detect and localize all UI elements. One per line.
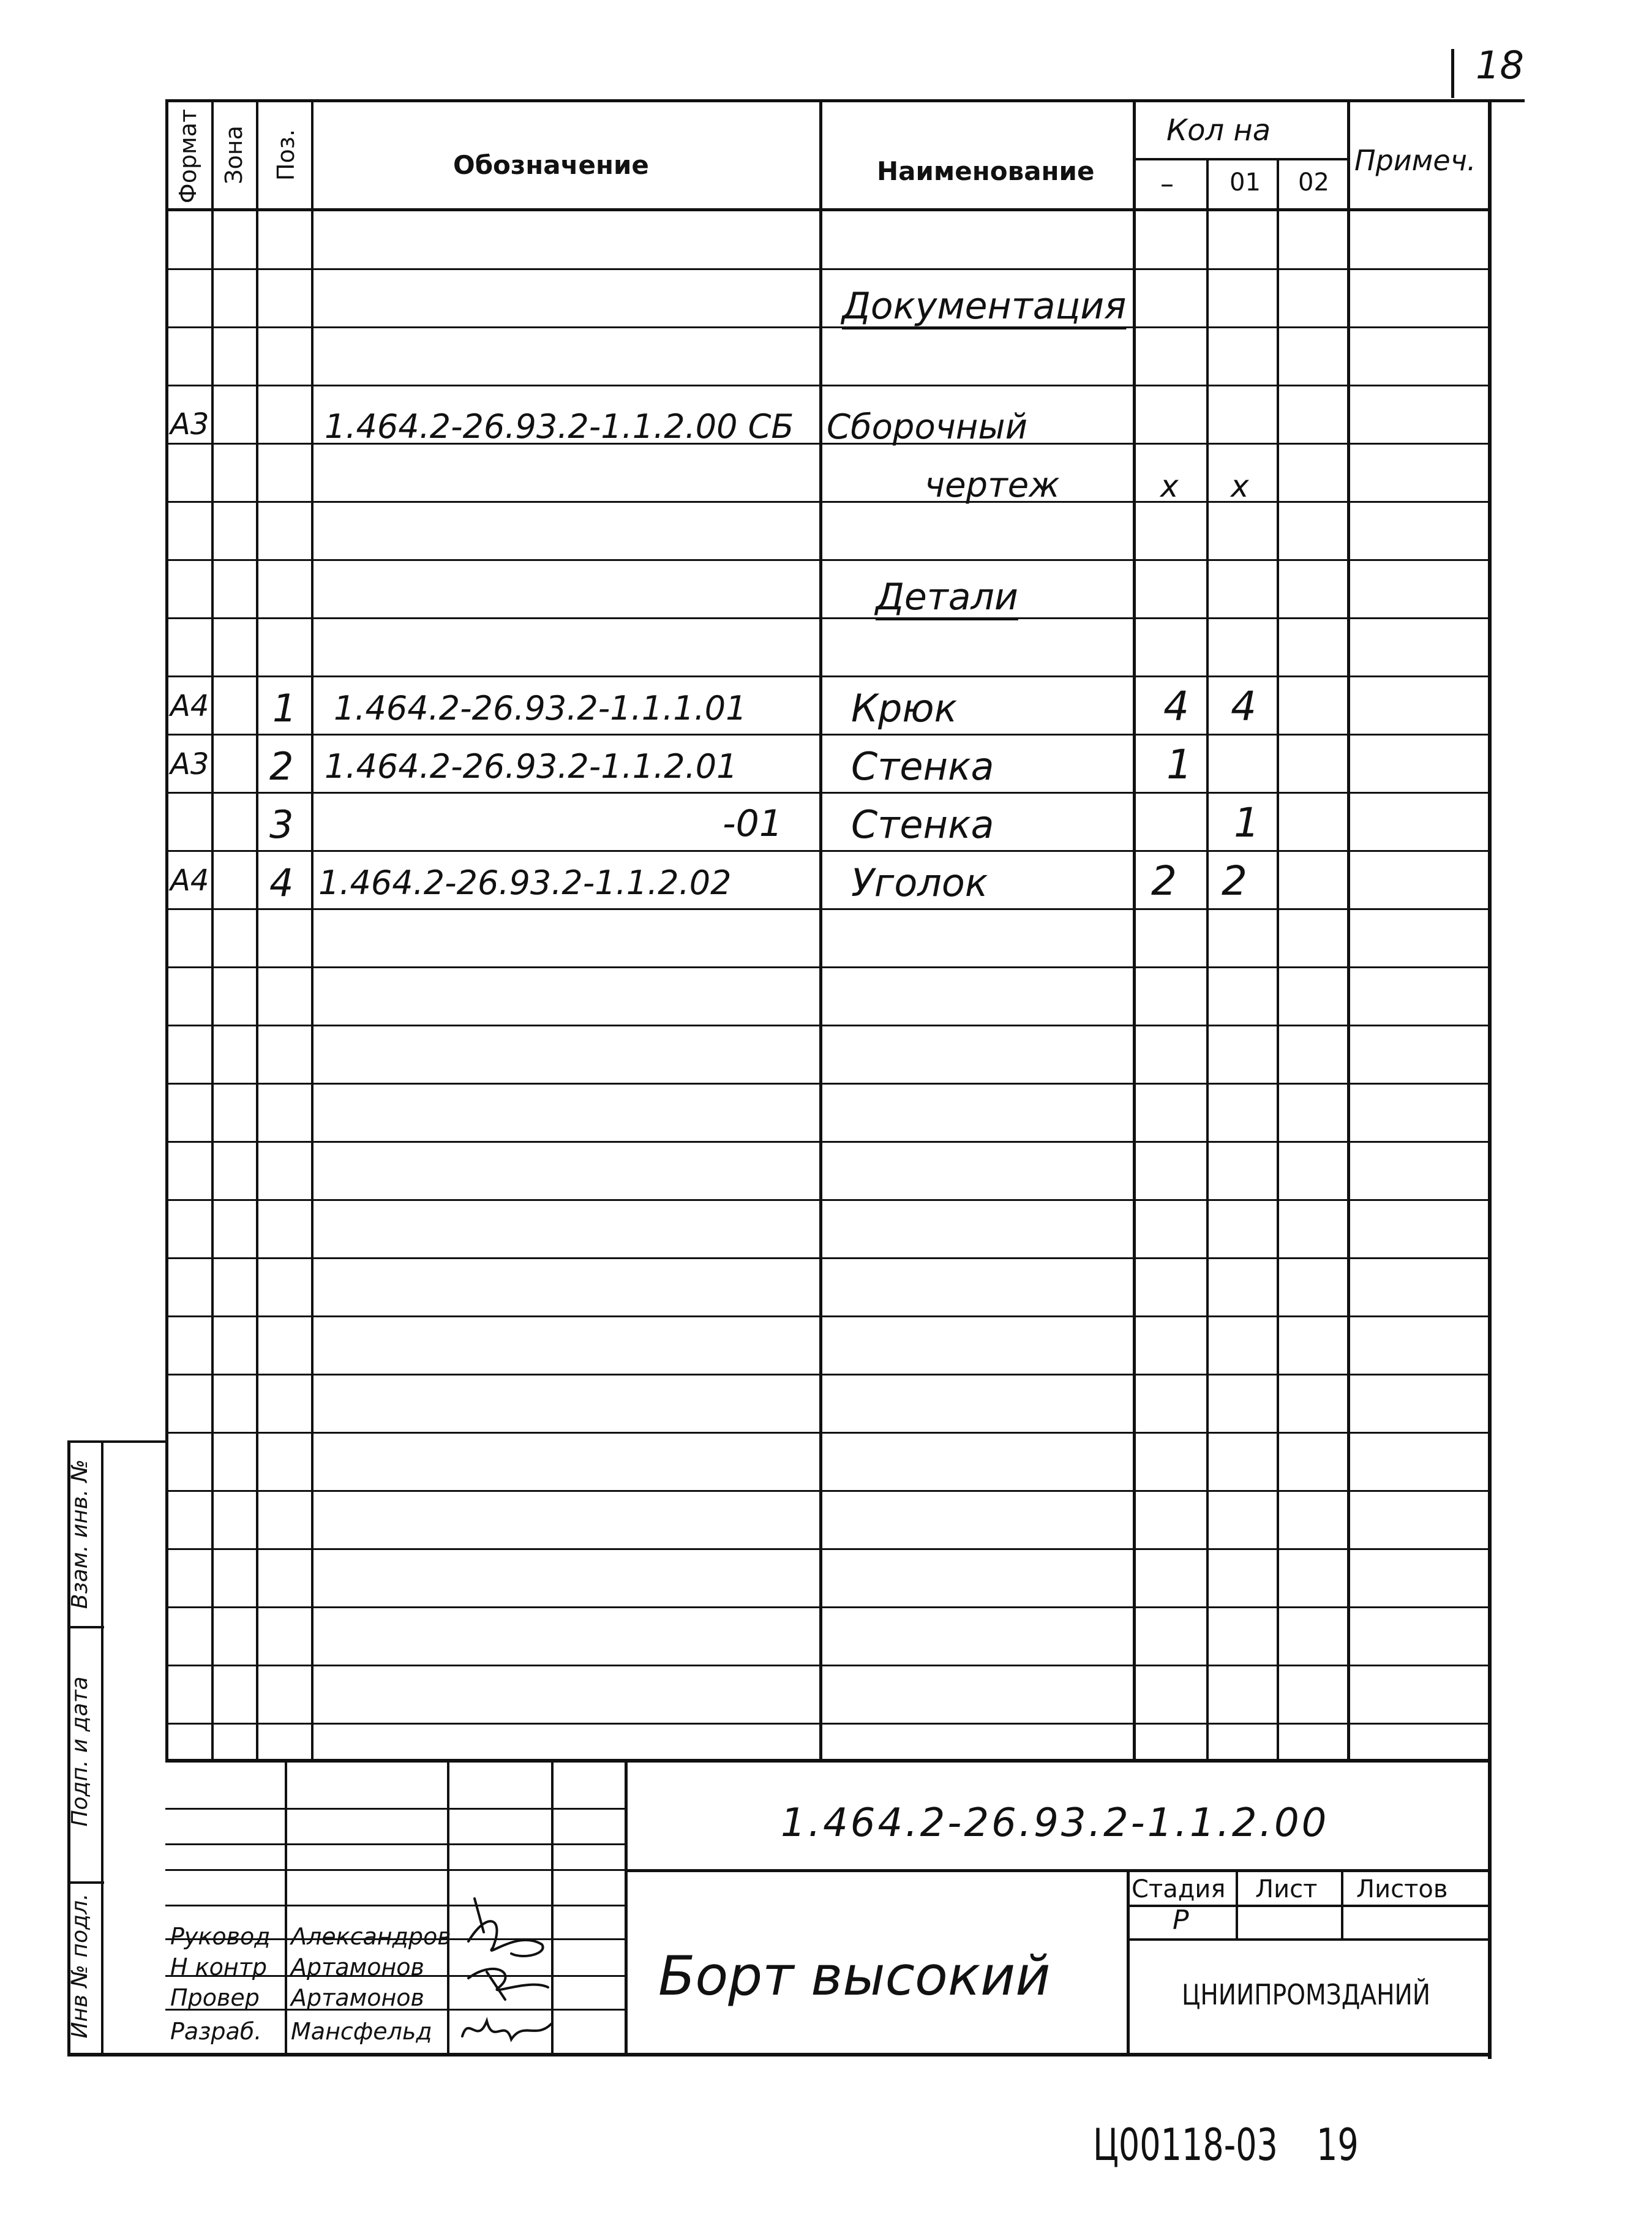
tb-stage-col-1 <box>1236 1869 1238 1941</box>
section-details: Детали <box>876 576 1018 619</box>
col-line-designation <box>819 99 822 1759</box>
row-designation: 1.464.2-26.93.2-1.1.2.00 СБ <box>325 407 794 446</box>
titleblock-stage-value: Р <box>1173 1905 1189 1936</box>
header-col-02: 02 <box>1298 168 1329 197</box>
row-designation: 1.464.2-26.93.2-1.1.2.02 <box>318 864 732 902</box>
person-name: Мансфельд <box>291 2018 432 2045</box>
row-q1: х <box>1231 468 1249 504</box>
person-name: Александров <box>291 1923 451 1950</box>
titleblock-org: ЦНИИПРОМЗДАНИЙ <box>1182 1978 1431 2011</box>
row-line <box>165 501 1492 503</box>
row-line <box>165 850 1492 852</box>
stamp-inv: Инв № подл. <box>67 1893 92 2039</box>
header-zone: Зона <box>220 126 247 184</box>
person-role: Разраб. <box>170 2018 262 2045</box>
row-q1: 1 <box>1234 799 1260 846</box>
row-name: Уголок <box>851 860 988 905</box>
tb-col-5 <box>1127 1869 1130 2053</box>
person-role: Руковод <box>170 1923 271 1950</box>
col-line-zone <box>256 99 258 1759</box>
titleblock-sheets-label: Листов <box>1356 1875 1448 1903</box>
row-line <box>165 1606 1492 1608</box>
row-format: А4 <box>170 864 209 898</box>
tb-stage-line-2 <box>1127 1938 1492 1941</box>
row-name: Стенка <box>851 744 994 789</box>
frame-bottom <box>67 2053 1492 2056</box>
row-line <box>165 1490 1492 1492</box>
row-pos: 2 <box>269 744 294 789</box>
row-q1: 2 <box>1222 857 1247 905</box>
col-line-pos <box>311 99 314 1759</box>
row-format: А4 <box>170 689 209 723</box>
row-line <box>165 1432 1492 1434</box>
tb-row-line <box>165 1869 626 1871</box>
titleblock-top <box>165 1759 1492 1763</box>
row-line <box>165 734 1492 736</box>
person-name: Артамонов <box>291 1954 424 1981</box>
stamp-top <box>67 1440 168 1443</box>
row-line <box>165 1374 1492 1375</box>
header-note: Примеч. <box>1354 144 1476 177</box>
row-name: чертеж <box>925 465 1060 505</box>
person-role: Н контр <box>170 1954 267 1981</box>
header-name: Наименование <box>877 156 1095 186</box>
tb-row-line <box>165 1808 626 1810</box>
header-format: Формат <box>175 108 201 204</box>
row-q0: 2 <box>1151 857 1177 905</box>
titleblock-code: 1.464.2-26.93.2-1.1.2.00 <box>781 1801 1329 1846</box>
row-pos: 1 <box>272 686 297 731</box>
tb-mid-line <box>625 1869 1492 1872</box>
row-format: А3 <box>170 747 209 781</box>
footer-code: Ц00118-03 <box>1093 2119 1278 2170</box>
row-q1: 4 <box>1231 683 1256 730</box>
row-line <box>165 268 1492 270</box>
row-line <box>165 1025 1492 1026</box>
titleblock-stage-label: Стадия <box>1132 1875 1226 1903</box>
stamp-podp: Подп. и дата <box>67 1676 92 1827</box>
row-name: Сборочный <box>827 407 1028 447</box>
frame-right <box>1488 99 1492 2059</box>
header-qty-on: Кол на <box>1166 113 1271 148</box>
row-line <box>165 1199 1492 1201</box>
stamp-inner-line <box>101 1440 103 2056</box>
col-line-q2 <box>1347 99 1350 1759</box>
row-designation: -01 <box>723 802 783 845</box>
row-line <box>165 1723 1492 1725</box>
row-line <box>165 1083 1492 1085</box>
tb-row-line <box>165 1843 626 1845</box>
col-line-name <box>1133 99 1136 1759</box>
row-line <box>165 1548 1492 1550</box>
person-name: Артамонов <box>291 1984 424 2011</box>
titleblock-sheet-label: Лист <box>1255 1875 1318 1903</box>
header-pos: Поз. <box>272 129 299 181</box>
page-number: 18 <box>1476 43 1524 88</box>
row-q0: х <box>1160 468 1179 504</box>
tb-stage-col-2 <box>1341 1869 1343 1941</box>
row-line <box>165 792 1492 794</box>
row-line <box>165 385 1492 386</box>
stamp-split-1 <box>67 1626 104 1628</box>
row-format: А3 <box>170 407 209 442</box>
qty-subheader-line <box>1133 158 1348 160</box>
titleblock-title: Борт высокий <box>658 1944 1051 2008</box>
row-line <box>165 908 1492 910</box>
row-line <box>165 326 1492 328</box>
header-bottom-line <box>165 208 1492 211</box>
row-line <box>165 966 1492 968</box>
col-line-q1 <box>1277 158 1279 1759</box>
col-line-q0 <box>1206 158 1209 1759</box>
footer-number: 19 <box>1316 2119 1359 2170</box>
row-q0: 1 <box>1166 741 1192 788</box>
frame-top <box>165 99 1525 102</box>
signatures-image <box>450 1886 573 2055</box>
row-line <box>165 675 1492 677</box>
row-designation: 1.464.2-26.93.2-1.1.1.01 <box>334 689 747 728</box>
row-q0: 4 <box>1163 683 1189 730</box>
header-designation: Обозначение <box>453 150 649 180</box>
person-role: Провер <box>170 1984 260 2011</box>
row-pos: 4 <box>269 860 294 905</box>
stamp-vzam: Взам. инв. № <box>67 1459 92 1609</box>
frame-left <box>165 99 168 1759</box>
row-line <box>165 559 1492 561</box>
row-line <box>165 617 1492 619</box>
col-line-format <box>211 99 214 1759</box>
section-documentation: Документация <box>842 285 1127 328</box>
page-number-divider <box>1451 49 1454 98</box>
row-line <box>165 1257 1492 1259</box>
row-line <box>165 1315 1492 1317</box>
row-line <box>165 1141 1492 1143</box>
row-name: Стенка <box>851 802 994 847</box>
row-line <box>165 1665 1492 1666</box>
header-col-dash: – <box>1160 168 1174 200</box>
row-designation: 1.464.2-26.93.2-1.1.2.01 <box>325 747 738 786</box>
row-pos: 3 <box>269 802 294 847</box>
header-col-01: 01 <box>1230 168 1261 197</box>
row-name: Крюк <box>851 686 958 731</box>
